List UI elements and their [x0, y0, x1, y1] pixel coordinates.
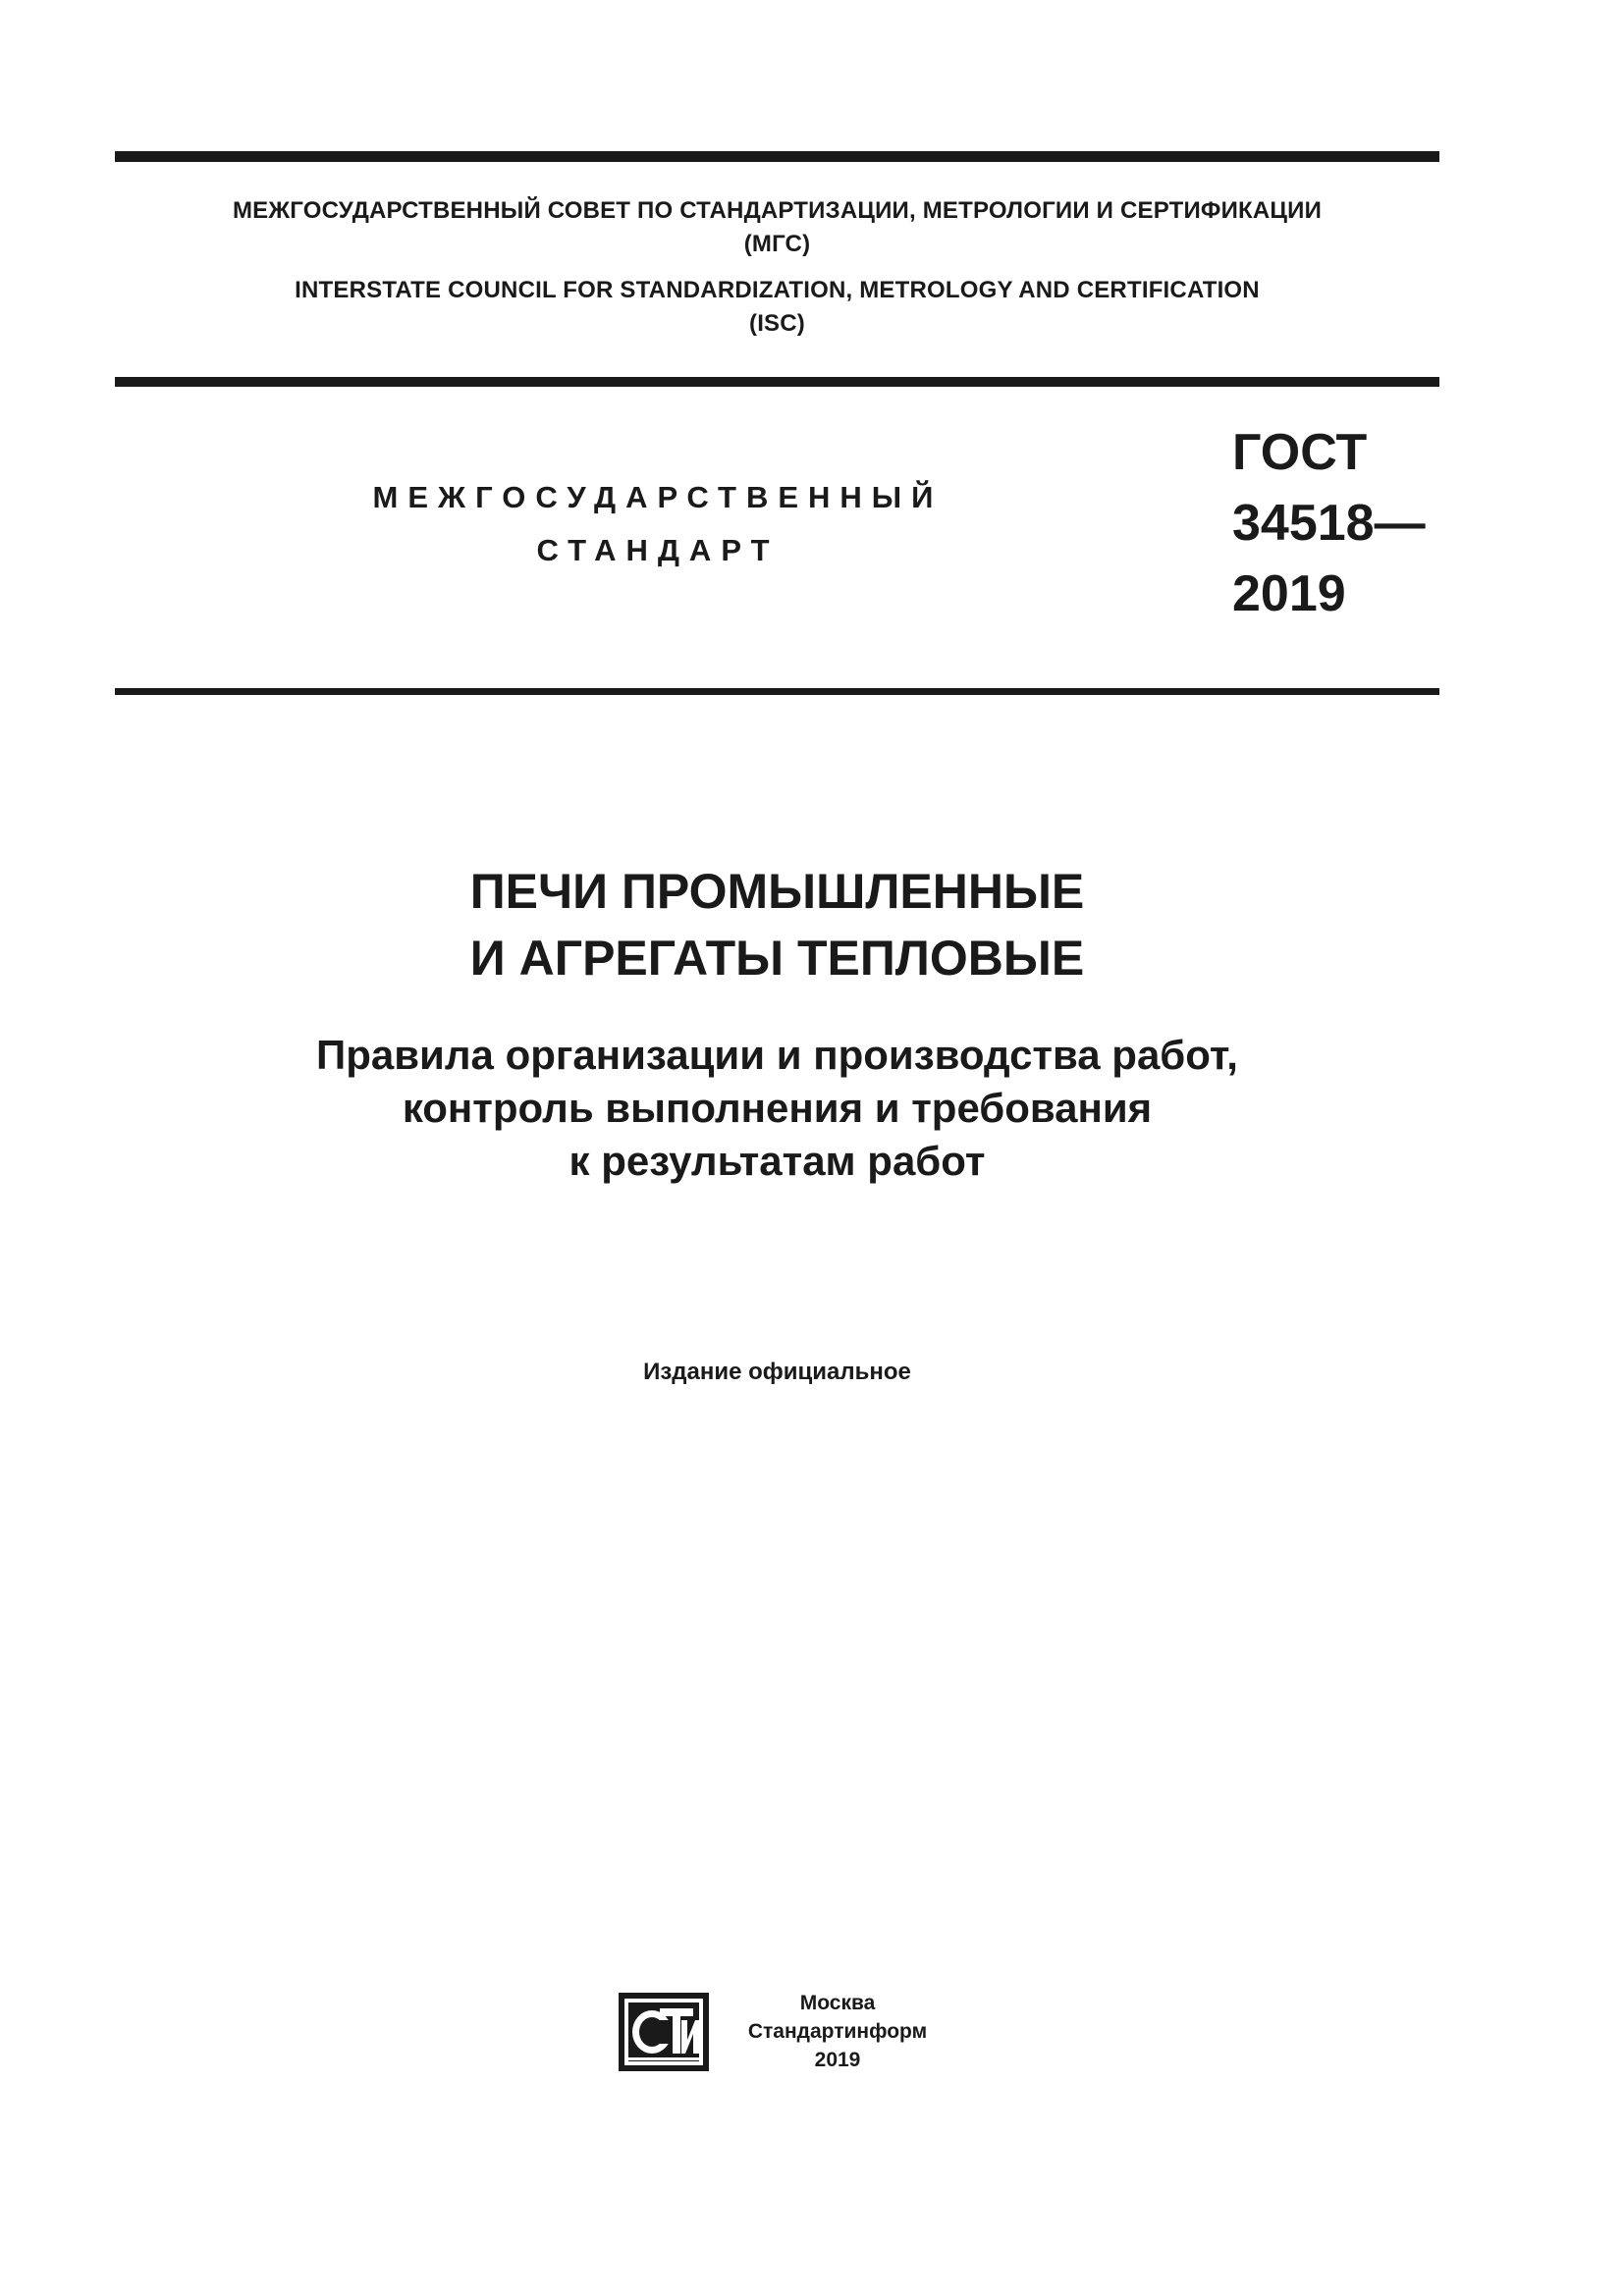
document-subtitle-line2: контроль выполнения и требования [402, 1085, 1153, 1131]
middle-divider [115, 377, 1439, 387]
standard-prefix: ГОСТ [1232, 424, 1368, 481]
publisher-name: Стандартинформ [747, 2020, 928, 2043]
document-title [115, 858, 1439, 991]
edition-label: Издание официальное [643, 1359, 911, 1385]
council-name-ru [115, 194, 1439, 261]
document-subtitle-line1: Правила организации и производства работ, [316, 1032, 1238, 1078]
publisher-info [725, 1989, 950, 2074]
top-divider [115, 151, 1439, 162]
publisher-city: Москва [799, 1992, 876, 2014]
council-name-ru-line: МЕЖГОСУДАРСТВЕННЫЙ СОВЕТ ПО СТАНДАРТИЗАЦИИ, МЕТРОЛОГИИ И СЕРТИФИКАЦИИ [232, 197, 1323, 224]
council-name-en [115, 274, 1439, 341]
document-subtitle-line3: к результатам работ [568, 1138, 986, 1184]
council-name-en-line: INTERSTATE COUNCIL FOR STANDARDIZATION, METROLOGY AND CERTIFICATION [295, 277, 1260, 303]
standartinform-logo-icon [617, 1991, 711, 2073]
standard-type-line1: МЕЖГОСУДАРСТВЕННЫЙ [372, 480, 944, 514]
bottom-divider [115, 688, 1439, 695]
standard-year: 2019 [1232, 565, 1346, 622]
standard-type [275, 471, 1041, 577]
publisher-year: 2019 [814, 2049, 861, 2071]
document-title-line1: ПЕЧИ ПРОМЫШЛЕННЫЕ [469, 864, 1085, 919]
standard-type-line2: СТАНДАРТ [536, 533, 780, 567]
document-title-line2: И АГРЕГАТЫ ТЕПЛОВЫЕ [469, 931, 1085, 986]
council-abbr-ru: (МГС) [743, 231, 811, 257]
standard-designation [1232, 417, 1426, 629]
standard-number: 34518— [1232, 495, 1426, 552]
council-abbr-en: (ISC) [749, 310, 805, 337]
document-subtitle [115, 1029, 1439, 1188]
